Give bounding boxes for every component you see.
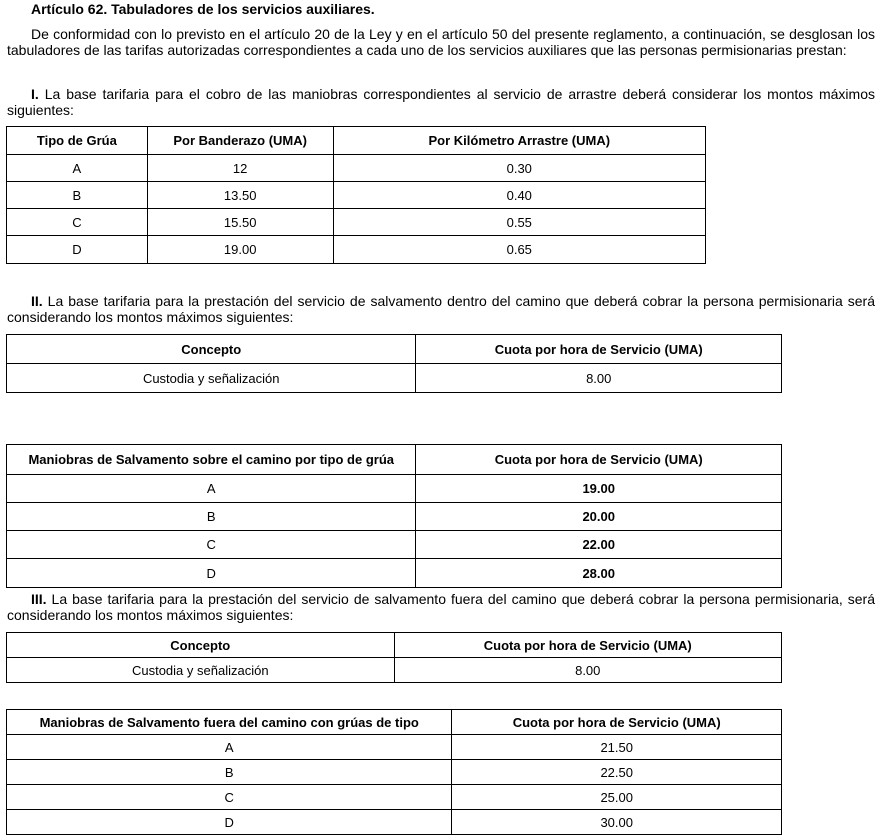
cell: 12: [147, 155, 333, 182]
col-header: Concepto: [7, 335, 416, 364]
section3-custody-table: [6, 632, 782, 683]
cell: 13.50: [147, 182, 333, 209]
cell: 22.00: [416, 531, 782, 559]
cell: 25.00: [452, 785, 782, 810]
table-row: [7, 658, 782, 683]
table-row: [7, 503, 782, 531]
col-header: Cuota por hora de Servicio (UMA): [452, 710, 782, 735]
tow-rates-table: [6, 126, 706, 264]
table-header-row: [7, 127, 706, 155]
section3-maneuver-table: [6, 709, 782, 835]
table-header-row: [7, 710, 782, 735]
cell: 0.55: [333, 209, 705, 236]
cell: C: [7, 209, 148, 236]
table-header-row: [7, 335, 782, 364]
cell: 22.50: [452, 760, 782, 785]
table-row: [7, 559, 782, 588]
cell: A: [7, 475, 416, 503]
col-header: Maniobras de Salvamento sobre el camino por tipo de grúa: [7, 445, 416, 475]
col-header: Cuota por hora de Servicio (UMA): [394, 633, 781, 658]
cell: Custodia y señalización: [7, 658, 395, 683]
table-row: [7, 735, 782, 760]
section2-paragraph: [7, 293, 875, 325]
table-row: [7, 810, 782, 835]
cell: C: [7, 531, 416, 559]
col-header: Por Kilómetro Arrastre (UMA): [333, 127, 705, 155]
table-row: [7, 785, 782, 810]
table-row: [7, 475, 782, 503]
table-row: [7, 531, 782, 559]
cell: A: [7, 155, 148, 182]
cell: B: [7, 182, 148, 209]
section3-text: La base tarifaria para la prestación del servicio de salvamento fuera del camino que deberá cobrar la persona permisionaria, será considerando los montos máximos siguientes:: [7, 591, 875, 623]
cell: 8.00: [416, 364, 782, 393]
cell: 30.00: [452, 810, 782, 835]
table-header-row: [7, 633, 782, 658]
cell: 0.30: [333, 155, 705, 182]
section2-numeral: II.: [31, 293, 43, 309]
cell: B: [7, 760, 452, 785]
section2-maneuver-table: [6, 444, 782, 588]
section3-paragraph: [7, 591, 875, 623]
article-title: Artículo 62. Tabuladores de los servicios auxiliares.: [31, 1, 375, 17]
cell: 0.65: [333, 236, 705, 264]
table-row: [7, 182, 706, 209]
cell: 19.00: [147, 236, 333, 264]
table-row: [7, 209, 706, 236]
table-row: [7, 364, 782, 393]
table-header-row: [7, 445, 782, 475]
section1-paragraph: [7, 86, 875, 118]
section1-text: La base tarifaria para el cobro de las maniobras correspondientes al servicio de arrastre deberá considerar los montos máximos siguientes:: [7, 86, 875, 118]
cell: D: [7, 559, 416, 588]
section2-text: La base tarifaria para la prestación del servicio de salvamento dentro del camino que deberá cobrar la persona permisionaria será considerando los montos máximos siguientes:: [7, 293, 875, 325]
table-row: [7, 236, 706, 264]
col-header: Concepto: [7, 633, 395, 658]
cell: C: [7, 785, 452, 810]
section2-custody-table: [6, 334, 782, 393]
cell: 19.00: [416, 475, 782, 503]
cell: B: [7, 503, 416, 531]
cell: 20.00: [416, 503, 782, 531]
cell: D: [7, 236, 148, 264]
cell: 21.50: [452, 735, 782, 760]
section3-numeral: III.: [31, 591, 47, 607]
cell: D: [7, 810, 452, 835]
col-header: Cuota por hora de Servicio (UMA): [416, 445, 782, 475]
section1-numeral: I.: [31, 86, 39, 102]
cell: 8.00: [394, 658, 781, 683]
intro-text: De conformidad con lo previsto en el artículo 20 de la Ley y en el artículo 50 del presente reglamento, a continuación, se desglosan los tabuladores de las tarifas autorizadas correspondientes a cada uno de los servicios auxiliares que las personas permisionarias prestan:: [7, 26, 875, 58]
cell: A: [7, 735, 452, 760]
cell: Custodia y señalización: [7, 364, 416, 393]
cell: 15.50: [147, 209, 333, 236]
table-row: [7, 155, 706, 182]
table-row: [7, 760, 782, 785]
cell: 28.00: [416, 559, 782, 588]
col-header: Maniobras de Salvamento fuera del camino con grúas de tipo: [7, 710, 452, 735]
cell: 0.40: [333, 182, 705, 209]
col-header: Tipo de Grúa: [7, 127, 148, 155]
intro-paragraph: [7, 26, 875, 58]
col-header: Cuota por hora de Servicio (UMA): [416, 335, 782, 364]
col-header: Por Banderazo (UMA): [147, 127, 333, 155]
